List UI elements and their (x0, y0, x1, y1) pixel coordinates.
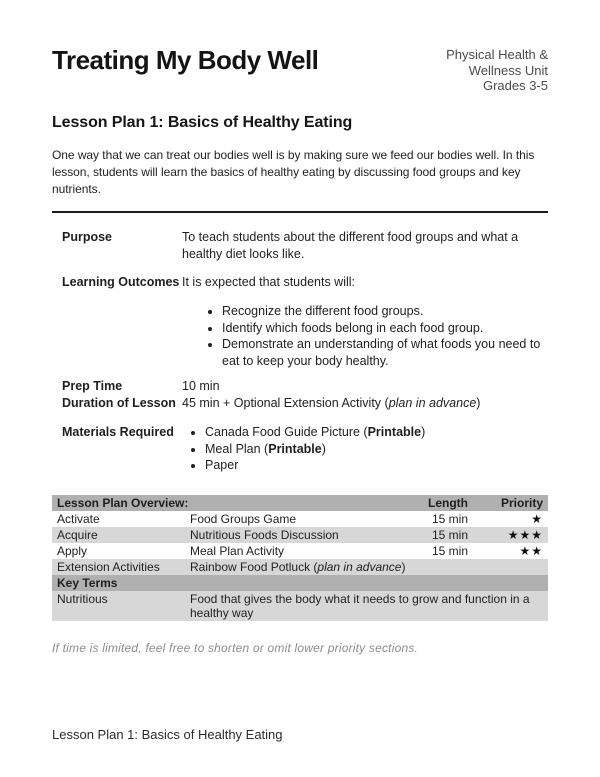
learning-outcome-item: • Identify which foods belong in each food group. (222, 320, 548, 337)
learning-outcome-item: • Recognize the different food groups. (222, 303, 548, 320)
prep-time-row (52, 378, 548, 395)
activity-description: Nutritious Foods Discussion (190, 527, 339, 542)
unit-line-3: Grades 3-5 (482, 78, 548, 94)
activity-name: Acquire (57, 527, 98, 542)
lesson-heading: Lesson Plan 1: Basics of Healthy Eating (52, 113, 353, 131)
purpose-text: To teach students about the different food groups and what a healthy diet looks like. (182, 230, 519, 262)
extension-text: Rainbow Food Potluck ( (190, 559, 318, 574)
extension-text-suffix: ) (401, 559, 406, 574)
table-row-nutritious (52, 591, 548, 621)
overview-header-priority: Priority (500, 495, 543, 510)
duration-row (52, 395, 548, 412)
activity-length: 15 min (431, 527, 468, 542)
duration-text: 45 min + Optional Extension Activity ( (182, 396, 389, 411)
material-bold-text: Printable (367, 425, 422, 440)
activity-description: Meal Plan Activity (190, 543, 285, 558)
intro-paragraph: One way that we can treat our bodies well is by making sure we feed our bodies well. In this lesson, students will learn the basics of healthy eating by discussing food groups and key nutrients. (52, 147, 535, 196)
duration-label: Duration of Lesson (62, 396, 176, 411)
priority-stars: ★ (531, 511, 543, 526)
term-name: Nutritious (57, 591, 108, 606)
duration-italic-text: plan in advance (388, 396, 477, 411)
table-row-activate (52, 511, 548, 527)
priority-stars: ★★ (519, 543, 543, 558)
overview-header-row (52, 495, 548, 511)
table-row-extension-activities (52, 559, 548, 575)
priority-stars: ★★★ (507, 527, 543, 542)
duration-text-suffix: ) (476, 396, 481, 411)
section-divider (52, 211, 548, 214)
table-row-acquire (52, 527, 548, 543)
activity-name: Activate (57, 511, 100, 526)
learning-outcomes-intro: It is expected that students will: (182, 275, 356, 290)
learning-outcomes-row (52, 274, 548, 369)
activity-description: Food Groups Game (190, 511, 297, 526)
learning-outcomes-list (182, 303, 548, 369)
prep-time-value: 10 min (182, 379, 220, 394)
activity-description (185, 559, 548, 575)
purpose-label: Purpose (62, 230, 113, 245)
unit-line-2: Wellness Unit (468, 62, 548, 78)
key-terms-label: Key Terms (57, 575, 118, 590)
material-text: Meal Plan ( (205, 441, 269, 456)
unit-line-1: Physical Health & (446, 47, 548, 62)
prep-time-label: Prep Time (62, 379, 123, 394)
table-row-key-terms (52, 575, 548, 591)
activity-name: Apply (57, 543, 88, 558)
material-item (205, 424, 548, 441)
activity-name: Extension Activities (57, 559, 160, 574)
learning-outcome-item: • Demonstrate an understanding of what foods you need to eat to keep your body healthy. (222, 336, 548, 369)
activity-length: 15 min (431, 543, 468, 558)
materials-row (52, 424, 548, 474)
term-definition: Food that gives the body what it needs to grow and function in a healthy way (190, 591, 530, 620)
material-text-suffix: ) (421, 425, 426, 440)
materials-list (182, 424, 548, 474)
material-text: Paper (205, 458, 239, 473)
priority-note: If time is limited, feel free to shorten or omit lower priority sections. (52, 640, 419, 655)
table-row-apply (52, 543, 548, 559)
learning-outcomes-content (182, 274, 548, 369)
overview-header-title: Lesson Plan Overview: (57, 495, 189, 510)
unit-info (446, 47, 548, 94)
activity-length: 15 min (431, 511, 468, 526)
masthead (52, 46, 548, 94)
page-footer: Lesson Plan 1: Basics of Healthy Eating (52, 727, 283, 742)
materials-content (182, 424, 548, 474)
purpose-row (52, 229, 548, 263)
info-section (52, 229, 548, 474)
duration-value (182, 395, 548, 412)
lesson-plan-overview-table (52, 495, 548, 621)
overview-header-length: Length (428, 495, 468, 510)
learning-outcomes-label: Learning Outcomes (62, 275, 180, 290)
material-bold-text: Printable (268, 441, 322, 456)
document-title: Treating My Body Well (52, 45, 319, 75)
extension-italic-text: plan in advance (317, 559, 402, 574)
material-text-suffix: ) (321, 441, 326, 456)
materials-label: Materials Required (62, 425, 174, 440)
material-text: Canada Food Guide Picture ( (205, 425, 368, 440)
material-item (205, 441, 548, 458)
material-item (205, 457, 548, 474)
